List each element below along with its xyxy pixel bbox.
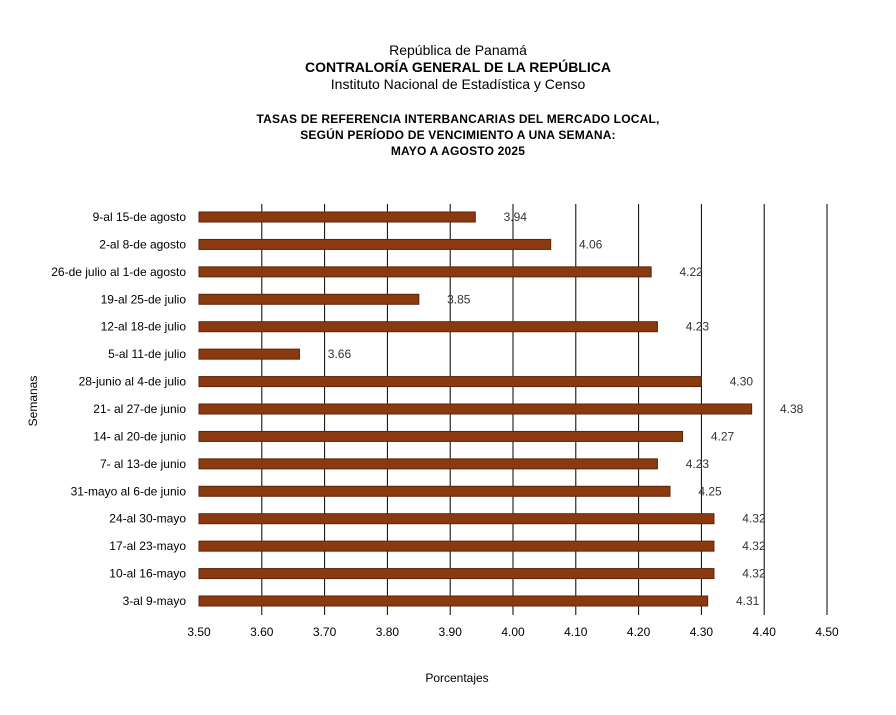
x-tick-label: 3.60: [250, 625, 274, 639]
data-label: 3.85: [447, 292, 471, 307]
bar: [199, 486, 670, 496]
data-label: 4.32: [742, 511, 766, 526]
bar: [199, 596, 708, 606]
bar: [199, 459, 657, 469]
category-label: 10-al 16-mayo: [109, 566, 186, 581]
category-label: 28-junio al 4-de julio: [78, 374, 186, 389]
x-tick-label: 4.20: [626, 625, 651, 639]
category-label: 19-al 25-de julio: [100, 292, 186, 307]
data-label: 4.25: [698, 484, 722, 499]
category-label: 24-al 30-mayo: [109, 511, 186, 526]
bar: [199, 212, 475, 222]
data-label: 4.32: [742, 566, 766, 581]
category-label: 21- al 27-de junio: [93, 402, 186, 416]
category-label: 2-al 8-de agosto: [99, 237, 186, 252]
bar: [199, 541, 714, 551]
category-label: 31-mayo al 6-de junio: [70, 484, 186, 499]
bar: [199, 322, 657, 332]
x-tick-label: 4.00: [501, 625, 525, 639]
x-tick-label: 3.70: [312, 625, 337, 639]
category-label: 5-al 11-de julio: [108, 347, 186, 362]
data-label: 4.22: [679, 264, 703, 279]
x-tick-label: 4.10: [564, 625, 588, 639]
category-label: 9-al 15-de agosto: [92, 210, 186, 224]
data-label: 4.38: [779, 402, 804, 416]
data-label: 3.66: [327, 347, 352, 362]
data-label: 4.06: [579, 237, 603, 252]
category-label: 7- al 13-de junio: [99, 456, 186, 471]
institute-name: Instituto Nacional de Estadística y Censo: [330, 76, 586, 92]
data-label: 4.31: [736, 594, 760, 608]
chart-title-line-1: TASAS DE REFERENCIA INTERBANCARIAS DEL MERCADO LOCAL,: [256, 112, 660, 126]
bar: [199, 377, 701, 387]
bar: [199, 431, 683, 441]
bar: [199, 514, 714, 524]
category-labels: [51, 210, 186, 608]
bar: [199, 349, 299, 359]
chart-title-line-2: SEGÚN PERÍODO DE VENCIMIENTO A UNA SEMANA:: [300, 128, 616, 142]
y-axis-title: Semanas: [26, 375, 40, 427]
x-tick-label: 3.50: [187, 625, 211, 639]
institution-name: CONTRALORÍA GENERAL DE LA REPÚBLICA: [305, 59, 611, 75]
bar: [199, 404, 752, 414]
category-label: 3-al 9-mayo: [122, 594, 186, 608]
bar: [199, 239, 551, 249]
category-label: 12-al 18-de julio: [100, 319, 186, 334]
x-axis-title: Porcentajes: [425, 671, 489, 685]
category-label: 14- al 20-de junio: [93, 429, 186, 444]
country-name: República de Panamá: [389, 42, 527, 58]
x-tick-label: 3.90: [438, 625, 462, 639]
x-tick-labels: [187, 625, 839, 639]
bars: [199, 212, 752, 606]
category-label: 17-al 23-mayo: [109, 539, 186, 554]
data-label: 4.27: [710, 429, 735, 444]
data-label: 4.23: [685, 319, 710, 334]
x-tick-label: 4.40: [752, 625, 776, 639]
x-tick-label: 4.50: [815, 625, 839, 639]
data-label: 4.32: [742, 539, 766, 554]
x-tick-label: 4.30: [689, 625, 714, 639]
bar: [199, 569, 714, 579]
data-label: 3.94: [503, 210, 527, 224]
data-label: 4.23: [685, 456, 710, 471]
bar: [199, 267, 651, 277]
category-label: 26-de julio al 1-de agosto: [51, 264, 186, 279]
data-label: 4.30: [729, 374, 754, 389]
chart-title-line-3: MAYO A AGOSTO 2025: [390, 144, 526, 158]
bar: [199, 294, 419, 304]
x-tick-label: 3.80: [375, 625, 400, 639]
